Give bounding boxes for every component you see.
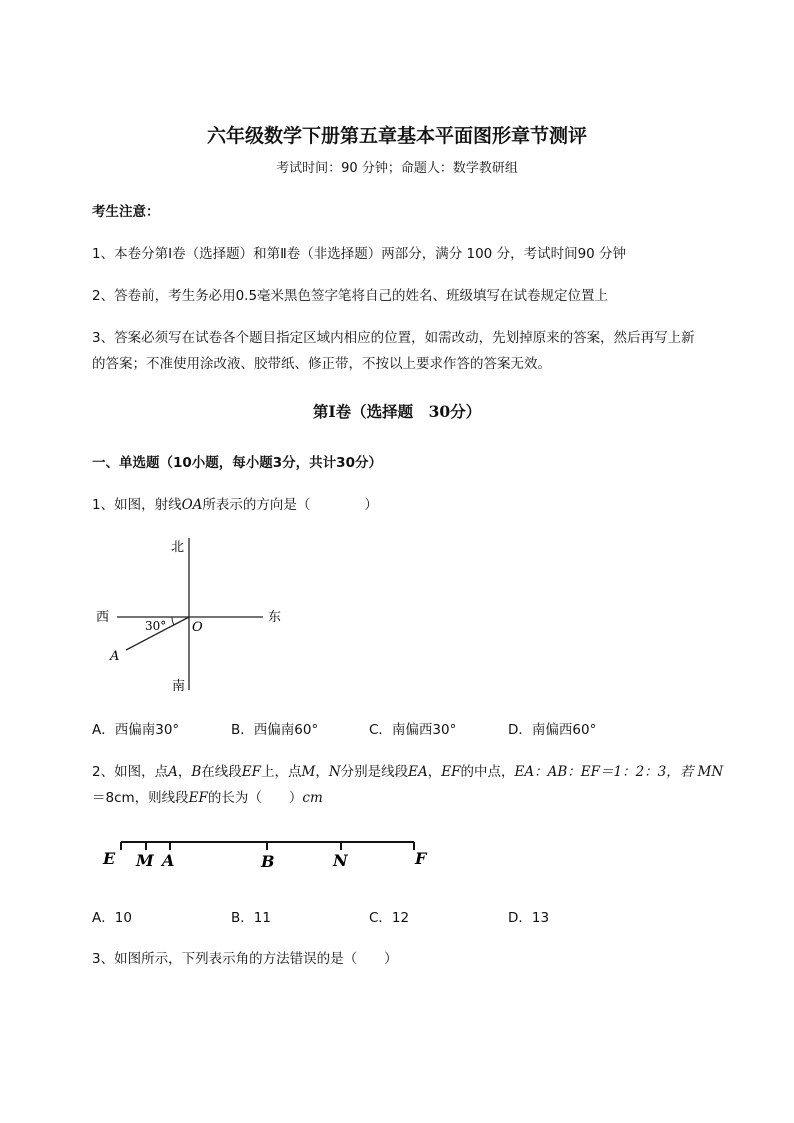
q2-label-b: B [261, 852, 275, 871]
q1-label-north: 北 [171, 540, 185, 555]
q2-label-a: A [162, 851, 175, 870]
q2-var: EA [408, 764, 428, 780]
q2-text: ＝8cm，则线段 [92, 790, 189, 806]
q2-var: A [168, 764, 178, 780]
q2-var: EF [241, 764, 261, 780]
q1-text-b: 所表示的方向是（ ） [202, 497, 378, 513]
q2-text: 的长为（ ） [207, 790, 303, 806]
q1-label-south: 南 [172, 679, 186, 694]
q2-unit: cm [302, 790, 323, 806]
question-3: 3、如图所示，下列表示角的方法错误的是（ ） [92, 951, 398, 967]
page-title: 六年级数学下册第五章基本平面图形章节测评 [206, 125, 587, 147]
q2-text: 上，点 [261, 764, 302, 780]
q2-text: 的中点， [460, 764, 515, 780]
notice-item-3-cont: 的答案；不准使用涂改液、胶带纸、修正带，不按以上要求作答的答案无效。 [92, 356, 551, 372]
q2-label-f: F [415, 849, 427, 868]
q1-option-b[interactable]: B．西偏南60° [231, 722, 319, 738]
q1-label-angle: 30° [145, 619, 167, 633]
q1-label-west: 西 [96, 610, 110, 625]
q2-text: 分别是线段 [340, 764, 409, 780]
q2-option-d[interactable]: D．13 [508, 910, 550, 926]
q1-label-a: A [110, 649, 120, 664]
q1-option-a[interactable]: A．西偏南30° [92, 722, 180, 738]
q2-text: 2、如图，点 [92, 764, 169, 780]
q2-text: 在线段 [201, 764, 242, 780]
notice-heading: 考生注意： [92, 204, 160, 220]
q1-label-east: 东 [268, 610, 282, 625]
q2-var: B [191, 764, 202, 780]
q1-label-origin: O [192, 620, 203, 635]
section-title: 第Ⅰ卷（选择题 30分） [312, 402, 482, 421]
q2-text: ， [427, 764, 442, 780]
page-subtitle: 考试时间：90 分钟；命题人：数学教研组 [276, 161, 518, 176]
q2-label-m: M [136, 851, 154, 870]
notice-item-2: 2、答卷前，考生务必用0.5毫米黑色签字笔将自己的姓名、班级填写在试卷规定位置上 [92, 288, 609, 304]
q2-label-n: N [333, 851, 348, 870]
q2-var: M [301, 764, 316, 780]
q2-text: ， [177, 764, 192, 780]
q2-option-a[interactable]: A．10 [92, 910, 132, 926]
q2-option-b[interactable]: B．11 [231, 910, 271, 926]
q2-var: EF [188, 790, 208, 806]
q2-var: N [328, 764, 341, 780]
q2-var: EF [441, 764, 461, 780]
q2-ratio: EA：AB：EF＝1：2：3，若 MN [514, 764, 724, 780]
q2-text: ， [315, 764, 329, 780]
part-title: 一、单选题（10小题，每小题3分，共计30分） [92, 455, 382, 471]
q2-option-c[interactable]: C．12 [369, 910, 410, 926]
q1-text-a: 1、如图，射线 [92, 497, 182, 513]
q1-option-c[interactable]: C．南偏西30° [369, 722, 457, 738]
q1-option-d[interactable]: D．南偏西60° [508, 722, 597, 738]
notice-item-1: 1、本卷分第Ⅰ卷（选择题）和第Ⅱ卷（非选择题）两部分，满分 100 分，考试时间90 分钟 [92, 246, 627, 262]
q1-var-oa: OA [181, 497, 203, 513]
notice-item-3: 3、答案必须写在试卷各个题目指定区域内相应的位置，如需改动，先划掉原来的答案，然后再写上新 [92, 330, 695, 346]
q2-label-e: E [103, 849, 116, 868]
